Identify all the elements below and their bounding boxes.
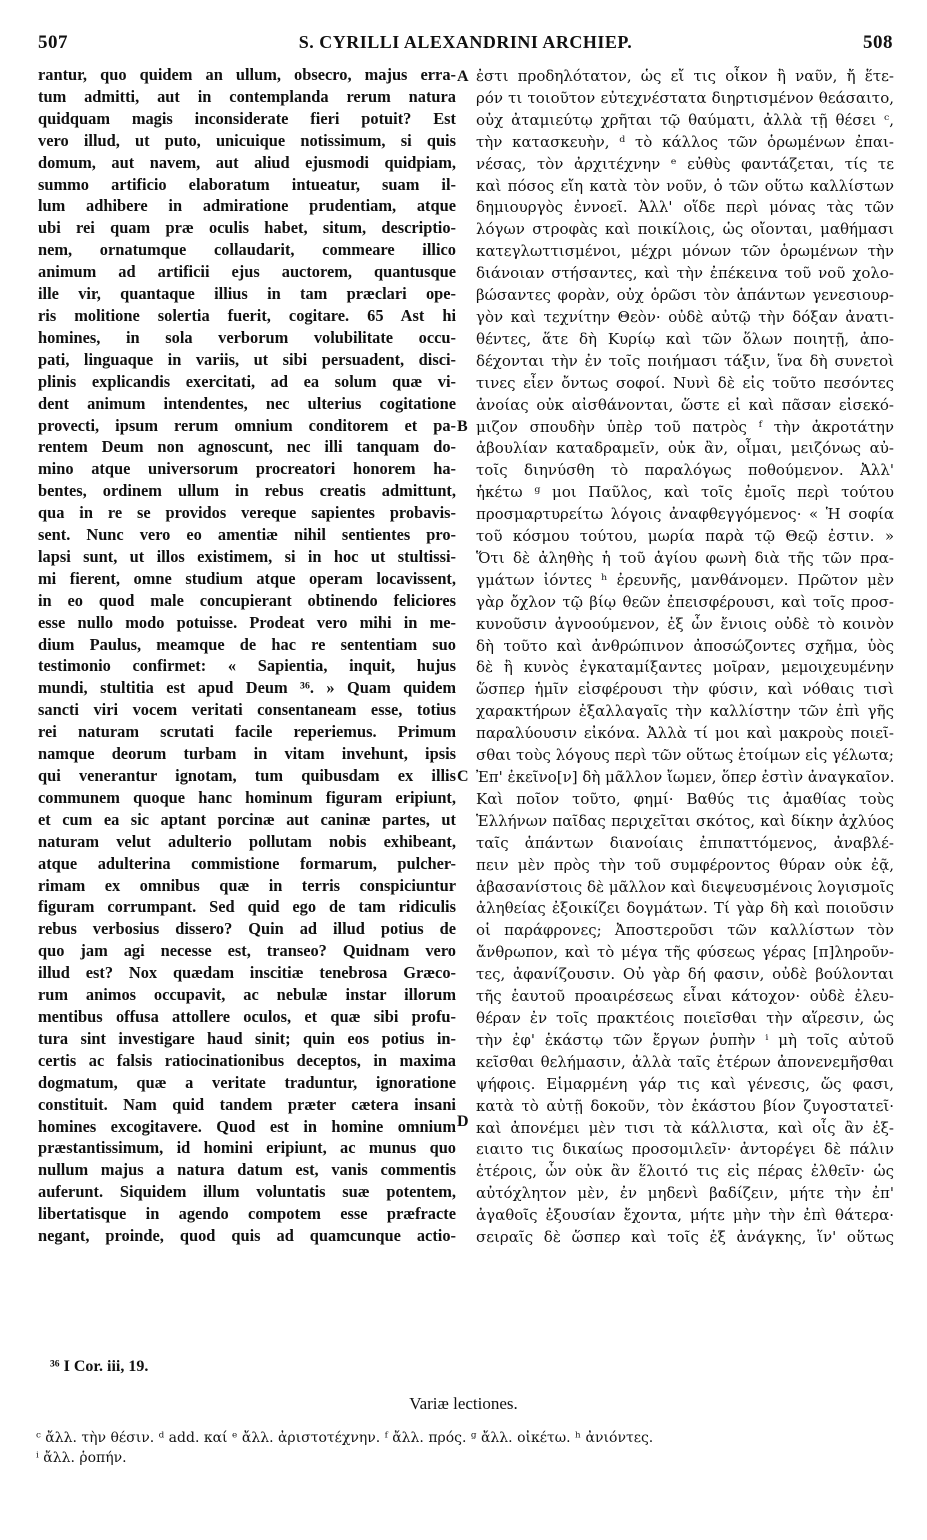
latin-text-line: constituit. Nam quid tandem præter cætera insani bbox=[38, 1094, 456, 1114]
greek-text-line: ἄνθρωπον, καὶ τὸ μέγα τῆς φύσεως γέρας [π]ληροῦν- bbox=[476, 943, 894, 962]
latin-text-line: provecti, ipsum rerum omnium conditorem et pa- bbox=[38, 415, 456, 435]
page-header bbox=[38, 32, 893, 58]
latin-text-line: rimam ex omnibus quæ in terris conspiciuntur bbox=[38, 875, 456, 895]
greek-text-line: ἑτέροις, ὧν οὐκ ἂν ἕλοιτό τις εἰς πέρας ἐλθεῖν· ὡς bbox=[476, 1162, 894, 1181]
greek-text-line: δὲ ἢ κυνὸς ἐγκαταμίξαντες μοῖραν, μεμοιχευμένην bbox=[476, 658, 894, 677]
latin-text-line: ubi rei quam præ oculis habet, situm, descriptio- bbox=[38, 218, 456, 238]
greek-text-line: νέσας, τὸν ἀρχιτέχνην ᵉ εὐθὺς φαντάζεται, τίς τε bbox=[476, 154, 894, 173]
greek-text-line: τὴν ἐφ' ἑκάστῳ τῶν ἔργων ῥυπὴν ⁱ μὴ τοῖς αὐτοῦ bbox=[476, 1030, 894, 1049]
latin-text-line: sent. Nunc vero eo amentiæ nihil sentientes pro- bbox=[38, 525, 456, 545]
latin-text-line: lum adhibere in admiratione prudentiam, atque bbox=[38, 196, 456, 216]
footnote: ³⁶ I Cor. iii, 19. bbox=[50, 1358, 149, 1375]
greek-text-line: ἀληθείας ἐξοικίζει δογμάτων. Τί γὰρ δὴ καὶ ποιοῦσιν bbox=[476, 899, 894, 918]
greek-text-line: δημιουργὸς ἐννοεῖ. Ἀλλ' οἵδε περὶ μόνας τὰς τῶν bbox=[476, 198, 894, 217]
latin-text-line: quidquam magis inconsiderate fieri potuit? Est bbox=[38, 108, 456, 128]
greek-text-line: ὥσπερ ἡμῖν εἰσφέρουσι τὴν φύσιν, καὶ νόθαις τισὶ bbox=[476, 680, 894, 699]
latin-text-line: esse nullo modo potuisse. Prodeat vero mihi in me- bbox=[38, 612, 456, 632]
latin-text-line: et cum ea sic aptant porcinæ aut caninæ partes, ut bbox=[38, 809, 456, 829]
latin-text-line: rebus verbosius dissero? Quin ad illud potius de bbox=[38, 919, 456, 939]
latin-text-line: dogmatum, quæ a veritate traduntur, ignoratione bbox=[38, 1072, 456, 1092]
greek-text-line: ἐστι προδηλότατον, ὡς εἴ τις οἶκον ἢ ναῦν, ἤ ἕτε- bbox=[476, 67, 894, 85]
greek-text-line: ἀνοίας οὐκ αἰσθάνονται, ὥστε εἰ καὶ πᾶσαν εἰσεκό- bbox=[476, 395, 894, 414]
greek-text-line: ἀβουλίαν καταδραμεῖν, οὐκ ἂν, οἶμαι, μειζόνως αὐ- bbox=[476, 439, 894, 458]
greek-text-line: θέραν ἐν τοῖς πρακτέοις ποιεῖσθαι τὴν αἵρεσιν, ὡς bbox=[476, 1008, 894, 1027]
latin-text-line: sancti viri vocem veritati consentaneam esse, totius bbox=[38, 700, 456, 720]
margin-letter-d: D bbox=[457, 1113, 469, 1130]
latin-text-line: plinis explicandis exercitati, ad ea solum quæ vi- bbox=[38, 371, 456, 391]
latin-text-line: præstantissimum, id homini eripiunt, ac munus quo bbox=[38, 1138, 456, 1158]
latin-text-line: qui venerantur ignotam, tum quibusdam ex illis bbox=[38, 766, 456, 785]
greek-text-line: προσμαρτυρείτω λόγοις ἀναφθεγγόμενος· « Ἡ σοφία bbox=[476, 505, 894, 524]
greek-text-line: Καὶ ποῖον τοῦτο, φημί· Βαθύς τις ἀμαθίας τοὺς bbox=[476, 789, 894, 808]
greek-text-line: Ὅτι δὲ ἀληθὴς ἡ τοῦ ἁγίου φωνὴ διὰ τῆς τῶν πρα- bbox=[476, 548, 894, 567]
latin-text-line: domum, aut navem, aut aliud ejusmodi quidpiam, bbox=[38, 152, 456, 172]
greek-text-line: τοῖς διηνύσθη τὸ παραλόγως ποθούμενον. Ἀλλ' bbox=[476, 461, 894, 480]
latin-text-line: certis ac falsis ratiocinationibus deceptos, in maxima bbox=[38, 1050, 456, 1070]
greek-text-line: τες, ἀφανίζουσιν. Οὐ γὰρ δή φασιν, οὐδὲ βούλονται bbox=[476, 965, 894, 984]
latin-text-line: mi fierent, omne studium atque operam locavissent, bbox=[38, 568, 456, 588]
variae-lectiones-line-2: ⁱ ἄλλ. ῥοπήν. bbox=[36, 1450, 127, 1466]
latin-text-line: naturam velut adulterio pollutam nobis exhibeant, bbox=[38, 831, 456, 851]
greek-text-line: τῆς ἑαυτοῦ προαιρέσεως εἶναι κάτοχον· οὐδὲ ἐλευ- bbox=[476, 987, 894, 1006]
greek-text-line: ειαιτο τις δικαίως προσομιλεῖν· ἀντορέγει δὲ πάλιν bbox=[476, 1140, 894, 1159]
latin-text-line: dent animum intendentes, nec ulterius cogitatione bbox=[38, 393, 456, 413]
latin-text-line: animum ad artificii ejus auctorem, quantusque bbox=[38, 262, 456, 282]
latin-text-line: tura sint investigare haud sinit; quin eos potius in- bbox=[38, 1028, 456, 1048]
greek-text-line: δέχονται τὴν ἐν τοῖς ποιήμασι τάξιν, ἵνα δὴ συνετοὶ bbox=[476, 351, 894, 370]
latin-text-line: dium Paulus, meamque de hac re sententiam suo bbox=[38, 634, 456, 654]
greek-text-line: Ἑλλήνων παῖδας περιχεῖται σκότος, καὶ δίκην ἀχλύος bbox=[476, 811, 894, 830]
page-number-left: 507 bbox=[38, 32, 68, 53]
latin-text-line: rentem Deum non agnoscunt, nec illi tanquam do- bbox=[38, 437, 456, 457]
greek-text-line: οὐχ ἀταμιεύτῳ χρῆται τῷ θαύματι, ἀλλὰ τῇ θέσει ᶜ, bbox=[476, 110, 894, 129]
greek-text-line: βώσαντες φορὰν, οὐχ ὁρῶσι τὸν ἁπάντων γενεσιουρ- bbox=[476, 286, 894, 305]
greek-text-line: παραλύουσιν εἰκόνα. Ἀλλὰ τί μοι καὶ μακροὺς ποιεῖ- bbox=[476, 724, 894, 743]
page-number-right: 508 bbox=[863, 32, 893, 53]
latin-text-line: vero illud, ut puto, unicuique notissimum, si quis bbox=[38, 130, 456, 150]
greek-text-line: καὶ πόσος εἴη κατὰ τὸν νοῦν, ὁ τῶν οὕτω καλλίστων bbox=[476, 176, 894, 195]
greek-text-line: σειραῖς δὲ ὥσπερ καὶ τοῖς ἐξ ἀνάγκης, ἵν' οὕτως bbox=[476, 1228, 894, 1247]
latin-text-line: rum animos occupavit, ac nebulæ instar illorum bbox=[38, 985, 456, 1005]
latin-text-line: tum admitti, aut in contemplanda rerum natura bbox=[38, 86, 456, 106]
greek-text-line: δὴ τοῦτο καὶ ἀνθρώπινον ἀποσώζοντες σχῆμα, ὑὸς bbox=[476, 636, 894, 655]
greek-text-line: μιζον σπουδὴν ὑπὲρ τοῦ πατρὸς ᶠ τὴν ἀκροτάτην bbox=[476, 417, 894, 436]
greek-text-line: κατεγλωττισμένοι, μέχρι μόνων τῶν ὁρωμένων τὴν bbox=[476, 242, 894, 261]
latin-text-line: mundi, stultitia est apud Deum ³⁶. » Quam quidem bbox=[38, 678, 456, 698]
latin-text-line: homines excogitavere. Quod est in homine omnium bbox=[38, 1116, 456, 1136]
greek-text-line: σθαι τοὺς λόγους περὶ τῶν οὕτως ἑτοίμων εἰς γέλωτα; bbox=[476, 746, 894, 765]
latin-text-line: in eo quod male concupierant obtinendo feliciores bbox=[38, 590, 456, 610]
running-title: S. CYRILLI ALEXANDRINI ARCHIEP. bbox=[298, 32, 633, 52]
greek-text-line: ταῖς ἁπάντων διανοίαις ἐπιπαττόμενος, ἀναβλέ- bbox=[476, 833, 894, 852]
latin-text-line: auferunt. Siquidem illum voluntatis suæ potentem, bbox=[38, 1182, 456, 1202]
latin-text-line: lapsi sunt, ut illos existimem, si in hoc ut stultissi- bbox=[38, 546, 456, 566]
greek-text-line: αὐτόχλητον μὲν, ἐν μηδενὶ βαδίζειν, μήτε τὴν ἐπ' bbox=[476, 1184, 894, 1203]
latin-text-line: ris molitione solertia fuerit, cogitare. 65 Ast hi bbox=[38, 305, 456, 325]
latin-text-line: ille vir, quantaque illius in tam præclari ope- bbox=[38, 284, 456, 304]
latin-text-line: quo jam agi necesse est, transeo? Quidnam vero bbox=[38, 941, 456, 961]
latin-text-line: mentibus offusa attollere oculos, et quæ sibi profu- bbox=[38, 1006, 456, 1026]
latin-text-line: communem quoque hanc hominum figuram eripiunt, bbox=[38, 787, 456, 807]
latin-text-line: bentes, ordinem ullum in rebus creatis admittunt, bbox=[38, 481, 456, 501]
greek-text-line: διάνοιαν στήσαντες, καὶ τὴν ἐπέκεινα τοῦ νοῦ χολο- bbox=[476, 264, 894, 283]
latin-text-line: summo artificio elaboratum intueatur, suam il- bbox=[38, 174, 456, 194]
greek-text-line: καὶ ἀπονέμει μὲν τισι τὰ κάλλιστα, καὶ οἷς ἂν ἐξ- bbox=[476, 1118, 894, 1137]
variae-lectiones-title: Variæ lectiones. bbox=[409, 1394, 518, 1413]
latin-text-line: atque adulterina commistione formarum, pulcher- bbox=[38, 853, 456, 873]
latin-text-line: qua in re se providos vereque sapientes probavis- bbox=[38, 503, 456, 523]
greek-text-line: τινες εἶεν ὄντως σοφοί. Νυνὶ δὲ εἰς τοῦτο πεσόντες bbox=[476, 373, 894, 392]
latin-text-line: namque deorum turbam in vitam invehunt, ipsis bbox=[38, 744, 456, 764]
greek-text-line: χαρακτήρων ἐξαλλαγαῖς τὴν καλλίστην τῶν ἐπὶ γῆς bbox=[476, 702, 894, 721]
greek-text-line: τοῦ κόσμου τούτου, μωρία παρὰ τῷ Θεῷ ἐστιν. » bbox=[476, 527, 894, 546]
latin-text-line: pati, linguaque in variis, ut sibi persuadent, disci- bbox=[38, 349, 456, 369]
greek-text-line: γμάτων ἰόντες ʰ ἐρευνῆς, μανθάνομεν. Πρῶτον μὲν bbox=[476, 570, 894, 589]
latin-column bbox=[38, 64, 456, 1247]
latin-text-line: illud est? Nox quædam inscitiæ tenebrosa Græco- bbox=[38, 963, 456, 983]
greek-text-line: λόγων στροφὰς καὶ ποικίλοις, ὡς οἴονται, μαθήμασι bbox=[476, 220, 894, 239]
margin-letter-a: A bbox=[457, 68, 469, 85]
greek-text-line: οἱ παράφρονες; Ἀποστεροῦσι τῶν καλλίστων τὸν bbox=[476, 921, 894, 940]
latin-text-line: mino atque universorum procreatori honorem ha- bbox=[38, 459, 456, 479]
greek-text-line: γὰρ ὄχλον τῷ βίῳ θεῶν ἐπεισφέρουσι, καὶ τοῖς προσ- bbox=[476, 592, 894, 611]
greek-text-line: ἡκέτω ᵍ μοι Παῦλος, καὶ τοῖς ἐμοῖς περὶ τούτου bbox=[476, 483, 894, 502]
greek-column bbox=[476, 66, 894, 1249]
latin-text-line: nem, ornatumque collaudarit, commeare illico bbox=[38, 240, 456, 260]
greek-text-line: τὴν κατασκευὴν, ᵈ τὸ κάλλος τῶν ὁρωμένων ἐπαι- bbox=[476, 132, 894, 151]
greek-text-line: γὸν καὶ τεχνίτην Θεὸν· οὐδὲ αὐτῷ τὴν δόξαν ἀνατι- bbox=[476, 307, 894, 326]
greek-text-line: ρόν τι τοιοῦτον εὐτεχνέστατα διηρτισμένον θεάσαιτο, bbox=[476, 88, 894, 107]
margin-letter-c: C bbox=[457, 768, 469, 785]
greek-text-line: ἀβασανίστοις δὲ μᾶλλον καὶ διεψευσμένοις λογισμοῖς bbox=[476, 877, 894, 896]
margin-letter-b: B bbox=[457, 418, 468, 435]
greek-text-line: θέντες, ἅτε δὴ Κυρίῳ καὶ τῶν ὅλων ποιητῇ, ἀπο- bbox=[476, 329, 894, 348]
greek-text-line: Ἐπ' ἐκεῖνο[ν] δὴ μᾶλλον ἴωμεν, ὅπερ ἐστὶν ἀναγκαῖον. bbox=[476, 768, 894, 786]
greek-text-line: κυνοῦσιν ἀγνοούμενον, ἐξ ὧν ἔνιοις οὐδὲ τὸ κοινὸν bbox=[476, 614, 894, 633]
greek-text-line: πειν μὲν πρὸς τὴν τοῦ συμφέροντος θύραν οὐκ ἐᾷ, bbox=[476, 855, 894, 874]
latin-text-line: negant, proinde, quod quis ad quamcunque actio- bbox=[38, 1226, 456, 1246]
latin-text-line: homines, in sola verborum volubilitate occu- bbox=[38, 327, 456, 347]
variae-lectiones-line-1: ᶜ ἄλλ. τὴν θέσιν. ᵈ add. καί ᵉ ἄλλ. ἀριστοτέχνην. ᶠ ἄλλ. πρός. ᵍ ἄλλ. οἰκέτω. ʰ ἀνιόντες. bbox=[36, 1430, 654, 1446]
latin-text-line: testimonio confirmet: « Sapientia, inquit, hujus bbox=[38, 656, 456, 676]
greek-text-line: ἀγαθοῖς ἐξουσίαν ἔχοντα, μήτε μὴν τὴν ἐπὶ θάτερα· bbox=[476, 1206, 894, 1225]
greek-text-line: ψήφοις. Εἱμαρμένη γάρ τις καὶ γένεσις, ὥς φασι, bbox=[476, 1074, 894, 1093]
latin-text-line: rei naturam scrutati facile reperiemus. Primum bbox=[38, 722, 456, 742]
greek-text-line: κεῖσθαι θελήμασιν, ἀλλὰ ταῖς ἑτέρων ἀπονενεμῆσθαι bbox=[476, 1052, 894, 1071]
greek-text-line: κατὰ τὸ αὐτῇ δοκοῦν, τὸν ἑκάστου βίον ζυγοστατεῖ· bbox=[476, 1096, 894, 1115]
latin-text-line: nullum majus a natura datum est, vanis commentis bbox=[38, 1160, 456, 1180]
latin-text-line: rantur, quo quidem an ullum, obsecro, majus erra- bbox=[38, 65, 456, 84]
latin-text-line: figuram corrumpant. Sed quid ego de tam ridiculis bbox=[38, 897, 456, 917]
latin-text-line: libertatisque in agendo compotem esse præfracte bbox=[38, 1204, 456, 1224]
